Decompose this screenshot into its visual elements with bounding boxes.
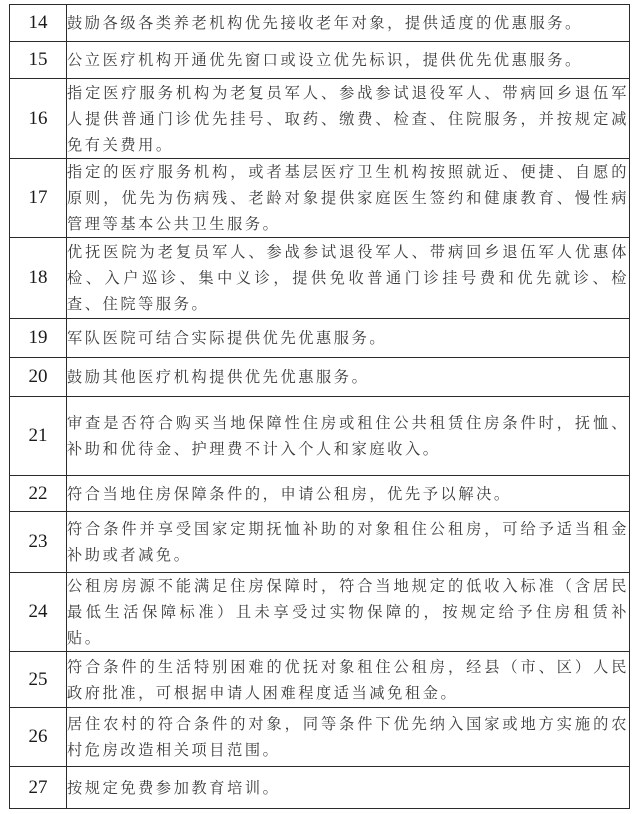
item-number: 24 bbox=[10, 573, 67, 652]
item-description: 鼓励各级各类养老机构优先接收老年对象，提供适度的优惠服务。 bbox=[67, 5, 630, 42]
item-number: 25 bbox=[10, 652, 67, 708]
item-description: 军队医院可结合实际提供优先优惠服务。 bbox=[67, 319, 630, 358]
item-number: 26 bbox=[10, 708, 67, 767]
table-row bbox=[10, 5, 630, 42]
item-number: 14 bbox=[10, 5, 67, 42]
table-row bbox=[10, 319, 630, 358]
table-row bbox=[10, 79, 630, 159]
policy-table bbox=[9, 4, 630, 809]
table-row bbox=[10, 573, 630, 652]
item-description: 审查是否符合购买当地保障性住房或租住公共租赁住房条件时，抚恤、补助和优待金、护理费不计入个人和家庭收入。 bbox=[67, 397, 630, 476]
item-description: 公租房房源不能满足住房保障时，符合当地规定的低收入标准（含居民最低生活保障标准）且未享受过实物保障的，按规定给予住房租赁补贴。 bbox=[67, 573, 630, 652]
table-row bbox=[10, 652, 630, 708]
item-number: 23 bbox=[10, 512, 67, 573]
item-number: 18 bbox=[10, 238, 67, 319]
table-row bbox=[10, 42, 630, 79]
table-row bbox=[10, 708, 630, 767]
table-row bbox=[10, 358, 630, 397]
item-number: 20 bbox=[10, 358, 67, 397]
item-description: 居住农村的符合条件的对象，同等条件下优先纳入国家或地方实施的农村危房改造相关项目范围。 bbox=[67, 708, 630, 767]
table-row bbox=[10, 512, 630, 573]
item-description: 公立医疗机构开通优先窗口或设立优先标识，提供优先优惠服务。 bbox=[67, 42, 630, 79]
item-description: 指定医疗服务机构为老复员军人、参战参试退役军人、带病回乡退伍军人提供普通门诊优先挂号、取药、缴费、检查、住院服务，并按规定减免有关费用。 bbox=[67, 79, 630, 159]
item-number: 15 bbox=[10, 42, 67, 79]
table-row bbox=[10, 397, 630, 476]
table-row bbox=[10, 767, 630, 809]
item-number: 19 bbox=[10, 319, 67, 358]
item-description: 符合条件并享受国家定期抚恤补助的对象租住公租房，可给予适当租金补助或者减免。 bbox=[67, 512, 630, 573]
item-number: 27 bbox=[10, 767, 67, 809]
item-description: 鼓励其他医疗机构提供优先优惠服务。 bbox=[67, 358, 630, 397]
item-description: 指定的医疗服务机构，或者基层医疗卫生机构按照就近、便捷、自愿的原则，优先为伤病残、老龄对象提供家庭医生签约和健康教育、慢性病管理等基本公共卫生服务。 bbox=[67, 159, 630, 238]
item-number: 17 bbox=[10, 159, 67, 238]
item-description: 按规定免费参加教育培训。 bbox=[67, 767, 630, 809]
item-number: 16 bbox=[10, 79, 67, 159]
table-row bbox=[10, 238, 630, 319]
item-description: 符合条件的生活特别困难的优抚对象租住公租房，经县（市、区）人民政府批准，可根据申请人困难程度适当减免租金。 bbox=[67, 652, 630, 708]
item-number: 22 bbox=[10, 476, 67, 512]
table-row bbox=[10, 159, 630, 238]
item-number: 21 bbox=[10, 397, 67, 476]
item-description: 符合当地住房保障条件的，申请公租房，优先予以解决。 bbox=[67, 476, 630, 512]
table-row bbox=[10, 476, 630, 512]
item-description: 优抚医院为老复员军人、参战参试退役军人、带病回乡退伍军人优惠体检、入户巡诊、集中义诊，提供免收普通门诊挂号费和优先就诊、检查、住院等服务。 bbox=[67, 238, 630, 319]
